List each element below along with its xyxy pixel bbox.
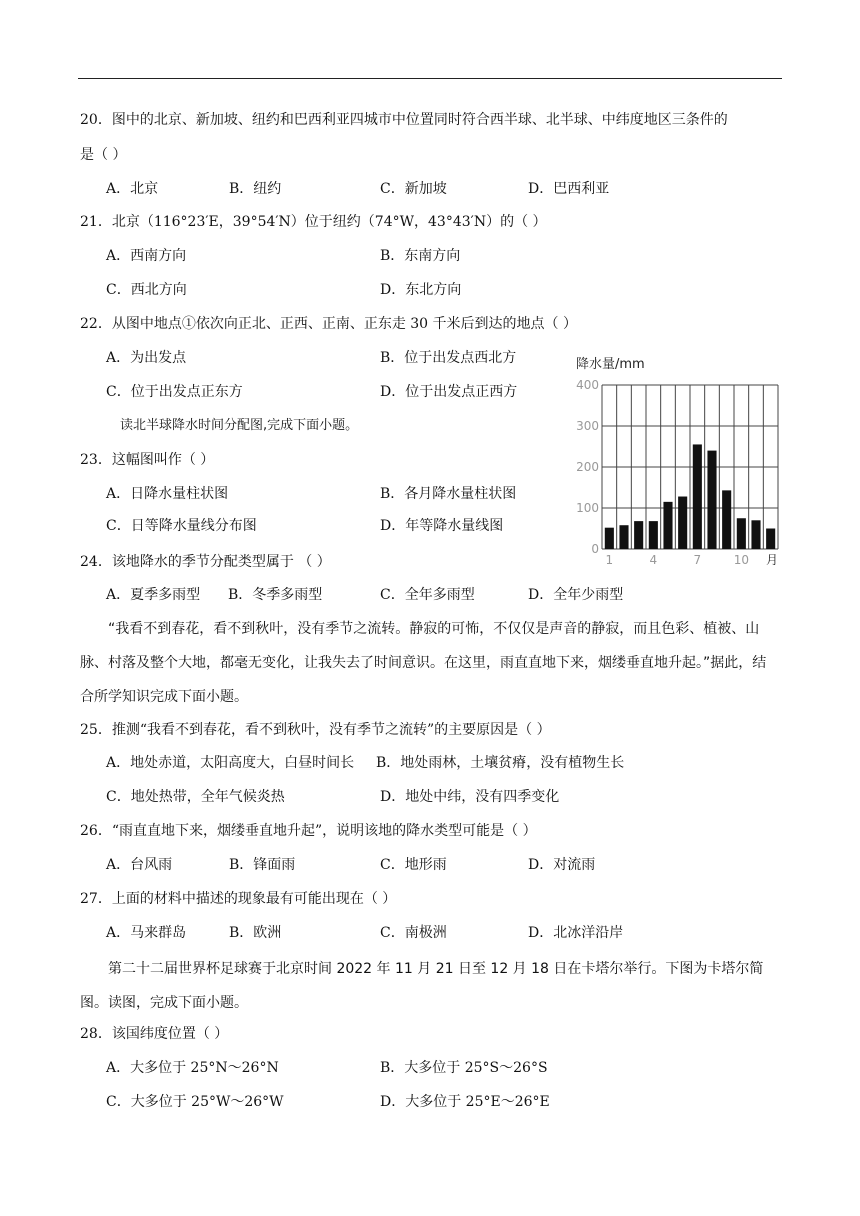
q21-option-a[interactable]: A．西南方向 <box>106 248 187 264</box>
q27-stem: 27．上面的材料中描述的现象最有可能出现在（ ） <box>80 891 397 907</box>
q26-option-c[interactable]: C．地形雨 <box>380 857 447 873</box>
q24-stem: 24．该地降水的季节分配类型属于 （ ） <box>80 554 331 570</box>
q25-option-d[interactable]: D．地处中纬，没有四季变化 <box>380 789 560 805</box>
q20-option-c[interactable]: C．新加坡 <box>380 181 447 197</box>
q24-option-b[interactable]: B．冬季多雨型 <box>228 587 323 603</box>
precipitation-bar-chart <box>572 352 784 570</box>
chart-bar <box>605 528 614 549</box>
q20-stem-line1: 20．图中的北京、新加坡、纽约和巴西利亚四城市中位置同时符合西半球、北半球、中纬度地区三条件的 <box>80 112 728 128</box>
q20-option-a[interactable]: A．北京 <box>106 181 159 197</box>
chart-bar <box>751 520 760 549</box>
q24-option-d[interactable]: D．全年少雨型 <box>528 587 624 603</box>
q28-option-b[interactable]: B．大多位于 25°S～26°S <box>380 1060 548 1076</box>
q22-option-a[interactable]: A．为出发点 <box>106 350 187 366</box>
q26-option-d[interactable]: D．对流雨 <box>528 857 596 873</box>
chart-bar <box>649 521 658 549</box>
chart-xtick-label: 4 <box>649 553 658 567</box>
chart-bar <box>766 529 775 550</box>
q27-option-d[interactable]: D．北冰洋沿岸 <box>528 925 624 941</box>
chart-bar <box>619 525 628 549</box>
q26-stem: 26．“雨直直地下来，烟缕垂直地升起”，说明该地的降水类型可能是（ ） <box>80 823 537 839</box>
q20-option-d[interactable]: D．巴西利亚 <box>528 181 610 197</box>
q27-option-a[interactable]: A．马来群岛 <box>106 925 187 941</box>
chart-bar <box>707 451 716 549</box>
chart-bar <box>678 497 687 549</box>
q28-option-d[interactable]: D．大多位于 25°E～26°E <box>380 1094 550 1110</box>
q24-option-a[interactable]: A．夏季多雨型 <box>106 587 201 603</box>
chart-xlabel: 月 <box>765 553 779 567</box>
chart-ytick-label: 200 <box>576 460 599 474</box>
q21-option-d[interactable]: D．东北方向 <box>380 282 462 298</box>
q23-option-c[interactable]: C．日等降水量线分布图 <box>106 518 257 534</box>
chart-bar <box>737 518 746 549</box>
q22-option-b[interactable]: B．位于出发点西北方 <box>380 350 517 366</box>
q24-option-c[interactable]: C．全年多雨型 <box>380 587 475 603</box>
q23-intro: 读北半球降水时间分配图,完成下面小题。 <box>120 418 359 433</box>
chart-ytick-label: 0 <box>591 542 599 556</box>
chart-ytick-label: 400 <box>576 378 599 392</box>
chart-bar <box>722 490 731 549</box>
q21-option-b[interactable]: B．东南方向 <box>380 248 461 264</box>
q28-option-a[interactable]: A．大多位于 25°N～26°N <box>106 1060 279 1076</box>
passage-28: 第二十二届世界杯足球赛于北京时间 2022 年 11 月 21 日至 12 月 18 日在卡塔尔举行。下图为卡塔尔简图。读图，完成下面小题。 <box>80 961 764 1011</box>
q22-option-c[interactable]: C．位于出发点正东方 <box>106 384 243 400</box>
q27-option-b[interactable]: B．欧洲 <box>229 925 282 941</box>
q23-option-d[interactable]: D．年等降水量线图 <box>380 518 504 534</box>
header-rule <box>78 78 782 79</box>
q21-stem: 21．北京（116°23′E，39°54′N）位于纽约（74°W，43°43′N）的（ ） <box>80 214 547 230</box>
q23-option-b[interactable]: B．各月降水量柱状图 <box>380 486 517 502</box>
q26-option-a[interactable]: A．台风雨 <box>106 857 173 873</box>
chart-ylabel: 降水量/mm <box>576 357 645 372</box>
passage-25-27: “我看不到春花，看不到秋叶，没有季节之流转。静寂的可怖，不仅仅是声音的静寂，而且色彩、植被、山脉、村落及整个大地，都毫无变化，让我失去了时间意识。在这里，雨直直地下来，烟缕垂直地升起。”据此，结合所学知识完成下面小题。 <box>80 621 767 705</box>
chart-bar <box>663 502 672 549</box>
q21-option-c[interactable]: C．西北方向 <box>106 282 187 298</box>
q25-option-c[interactable]: C．地处热带，全年气候炎热 <box>106 789 285 805</box>
q22-option-d[interactable]: D．位于出发点正西方 <box>380 384 518 400</box>
q22-stem: 22．从图中地点①依次向正北、正西、正南、正东走 30 千米后到达的地点（ ） <box>80 316 577 332</box>
q25-option-a[interactable]: A．地处赤道，太阳高度大，白昼时间长 <box>106 755 355 771</box>
q27-option-c[interactable]: C．南极洲 <box>380 925 447 941</box>
chart-xtick-label: 10 <box>733 553 749 567</box>
chart-ytick-label: 300 <box>576 419 599 433</box>
chart-bar <box>634 521 643 549</box>
q20-stem-line2: 是（ ） <box>80 147 127 163</box>
q26-option-b[interactable]: B．锋面雨 <box>229 857 296 873</box>
chart-bar <box>693 444 702 549</box>
q23-stem: 23．这幅图叫作（ ） <box>80 452 215 468</box>
chart-xtick-label: 1 <box>605 553 614 567</box>
q28-option-c[interactable]: C．大多位于 25°W～26°W <box>106 1094 284 1110</box>
q28-stem: 28．该国纬度位置（ ） <box>80 1026 229 1042</box>
q25-option-b[interactable]: B．地处雨林，土壤贫瘠，没有植物生长 <box>376 755 625 771</box>
q23-option-a[interactable]: A．日降水量柱状图 <box>106 486 229 502</box>
chart-xtick-label: 7 <box>693 553 702 567</box>
chart-ytick-label: 100 <box>576 501 599 515</box>
q20-option-b[interactable]: B．纽约 <box>229 181 282 197</box>
q25-stem: 25．推测“我看不到春花，看不到秋叶，没有季节之流转”的主要原因是（ ） <box>80 722 551 738</box>
